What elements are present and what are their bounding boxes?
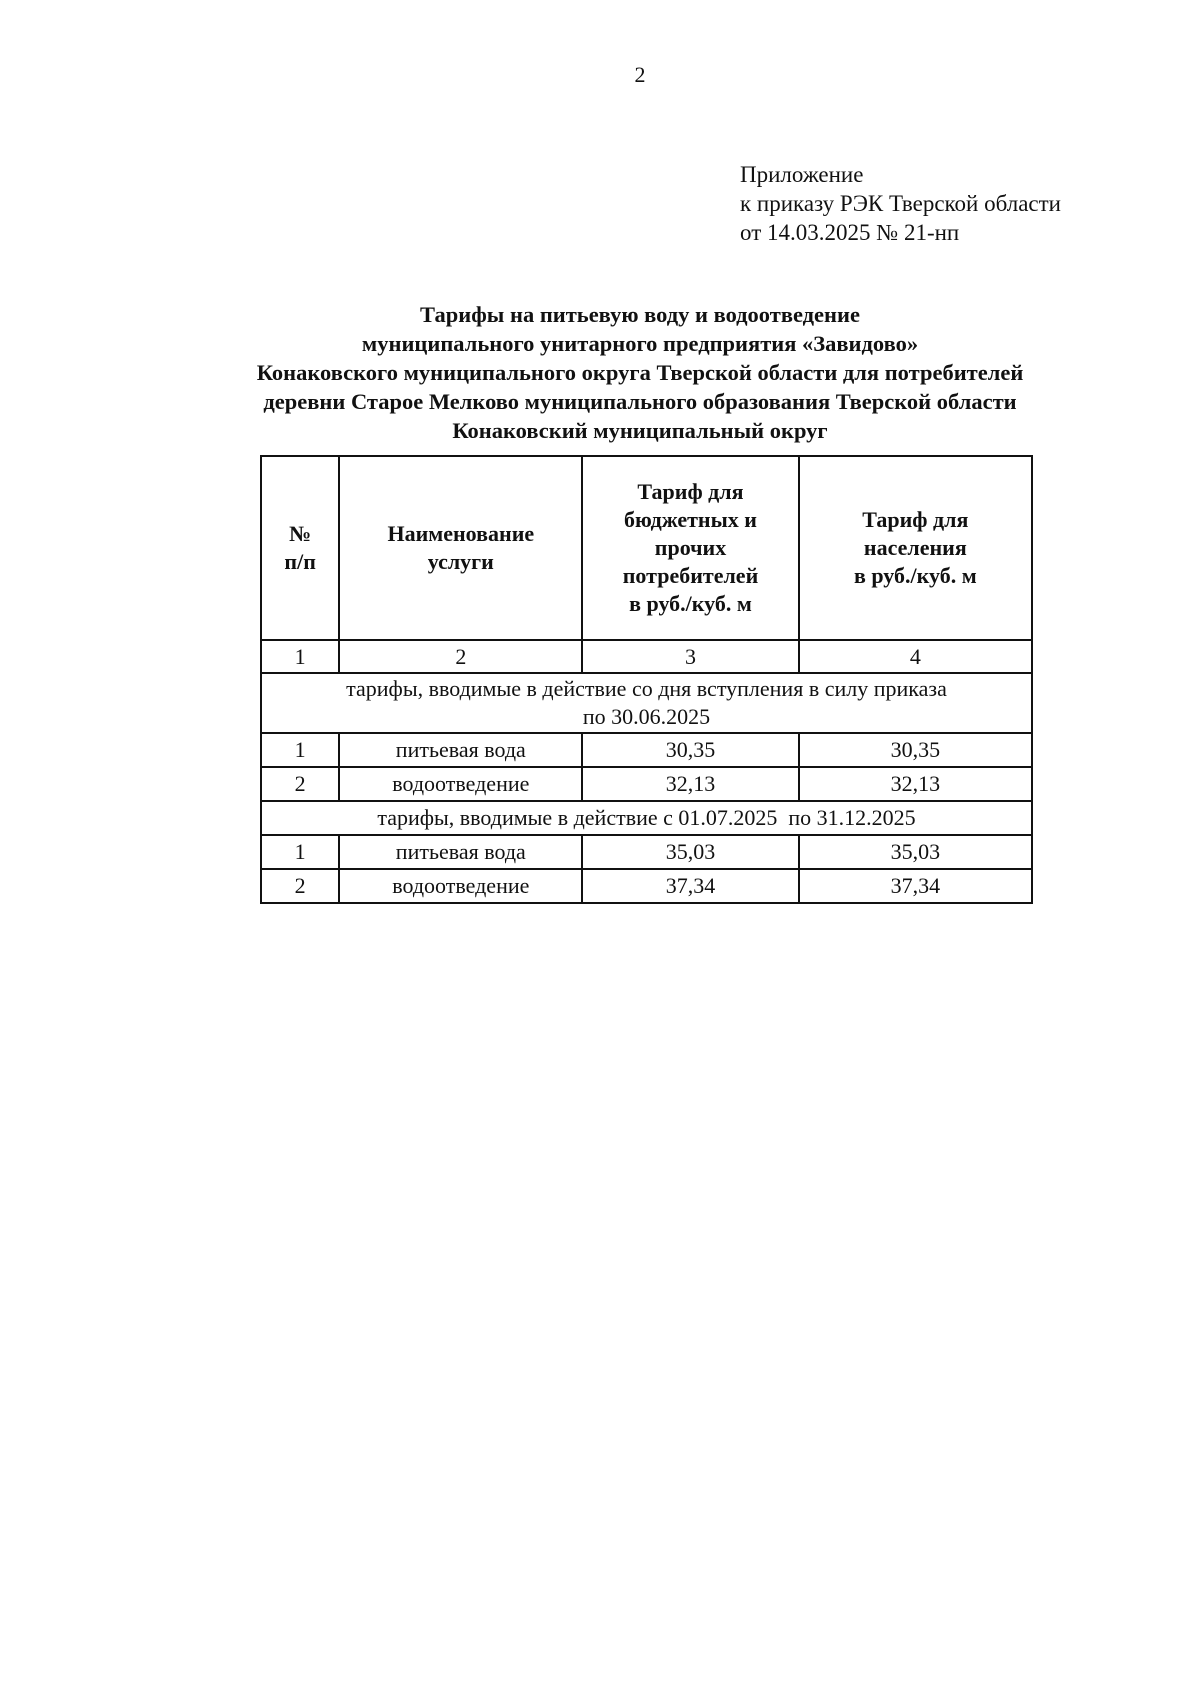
header-text: услуги — [427, 549, 494, 574]
row-population-tariff: 30,35 — [799, 733, 1032, 767]
title-line: Конаковского муниципального округа Тверской области для потребителей — [256, 360, 1024, 385]
column-number: 2 — [339, 640, 582, 673]
row-service: водоотведение — [339, 869, 582, 903]
header-service — [339, 456, 582, 640]
row-population-tariff: 32,13 — [799, 767, 1032, 801]
appendix-line: к приказу РЭК Тверской области — [740, 191, 1061, 216]
row-budget-tariff: 30,35 — [582, 733, 798, 767]
row-budget-tariff: 37,34 — [582, 869, 798, 903]
column-number: 3 — [582, 640, 798, 673]
column-number-row — [261, 640, 1032, 673]
header-text: Наименование — [387, 521, 535, 546]
appendix-reference — [740, 160, 1061, 247]
row-num: 1 — [261, 835, 339, 869]
row-num: 2 — [261, 767, 339, 801]
row-service: питьевая вода — [339, 733, 582, 767]
header-text: № — [289, 521, 312, 546]
document-title — [200, 300, 1080, 445]
header-population-tariff — [799, 456, 1032, 640]
row-population-tariff: 35,03 — [799, 835, 1032, 869]
table-row — [261, 835, 1032, 869]
row-service: водоотведение — [339, 767, 582, 801]
title-line: Конаковский муниципальный округ — [452, 418, 828, 443]
table-header-row — [261, 456, 1032, 640]
row-num: 2 — [261, 869, 339, 903]
row-budget-tariff: 32,13 — [582, 767, 798, 801]
header-text: Тариф для — [862, 507, 969, 532]
appendix-line: от 14.03.2025 № 21-нп — [740, 220, 960, 245]
header-text: прочих — [654, 535, 727, 560]
column-number: 4 — [799, 640, 1032, 673]
header-text: населения — [863, 535, 967, 560]
header-num — [261, 456, 339, 640]
title-line: деревни Старое Мелково муниципального образования Тверской области — [263, 389, 1017, 414]
row-population-tariff: 37,34 — [799, 869, 1032, 903]
period-label — [261, 801, 1032, 835]
column-number: 1 — [261, 640, 339, 673]
period-label-line: тарифы, вводимые в действие со дня вступления в силу приказа — [346, 676, 947, 701]
page-number: 2 — [634, 62, 646, 87]
appendix-line: Приложение — [740, 162, 864, 187]
row-service: питьевая вода — [339, 835, 582, 869]
header-text: потребителей — [622, 563, 759, 588]
table-row — [261, 869, 1032, 903]
table-row — [261, 733, 1032, 767]
header-text: Тариф для — [637, 479, 744, 504]
tariff-table — [260, 455, 1033, 904]
header-text: п/п — [284, 549, 316, 574]
period-header-row — [261, 673, 1032, 733]
period-header-row — [261, 801, 1032, 835]
title-line: Тарифы на питьевую воду и водоотведение — [420, 302, 860, 327]
header-budget-tariff — [582, 456, 798, 640]
period-label-line: по 30.06.2025 — [582, 704, 711, 729]
header-text: в руб./куб. м — [629, 591, 752, 616]
period-label-line: тарифы, вводимые в действие с 01.07.2025 по 31.12.2025 — [377, 805, 916, 830]
row-num: 1 — [261, 733, 339, 767]
header-text: в руб./куб. м — [853, 563, 977, 588]
title-line: муниципального унитарного предприятия «Завидово» — [361, 331, 919, 356]
table-row — [261, 767, 1032, 801]
row-budget-tariff: 35,03 — [582, 835, 798, 869]
period-label — [261, 673, 1032, 733]
header-text: бюджетных и — [624, 507, 757, 532]
